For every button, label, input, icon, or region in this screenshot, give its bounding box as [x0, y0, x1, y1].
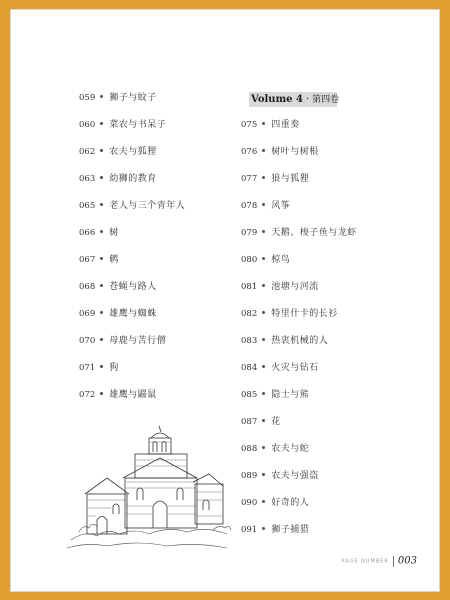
page-number-label: PAGE NUMBER	[341, 558, 389, 564]
toc-page-number: 062	[79, 147, 96, 157]
bullet-dot-icon	[100, 203, 103, 206]
toc-page-number: 085	[241, 390, 258, 400]
toc-entry[interactable]	[241, 146, 319, 158]
toc-entry[interactable]	[79, 281, 157, 293]
toc-page-number: 072	[79, 390, 96, 400]
toc-page-number: 081	[241, 282, 258, 292]
toc-title: 树叶与树根	[271, 147, 319, 157]
toc-title: 椋鸟	[271, 255, 291, 265]
page-number: 003	[397, 555, 417, 566]
bullet-dot-icon	[262, 446, 265, 449]
toc-title: 菜农与书呆子	[109, 120, 167, 130]
toc-title: 狗	[109, 363, 119, 373]
bullet-dot-icon	[262, 149, 265, 152]
bullet-dot-icon	[100, 392, 103, 395]
bullet-dot-icon	[262, 392, 265, 395]
toc-entry[interactable]	[241, 227, 357, 239]
toc-title: 鹌	[109, 255, 119, 265]
toc-title: 天鹅、梭子鱼与龙虾	[271, 228, 357, 238]
toc-entry[interactable]	[79, 254, 119, 266]
toc-title: 雄鹰与蜘蛛	[109, 309, 157, 319]
toc-page-number: 063	[79, 174, 96, 184]
toc-page-number: 059	[79, 93, 96, 103]
bullet-dot-icon	[262, 527, 265, 530]
toc-entry[interactable]	[241, 497, 309, 509]
toc-page-number: 077	[241, 174, 258, 184]
toc-entry[interactable]	[241, 200, 290, 212]
toc-page-number: 087	[241, 417, 258, 427]
toc-title: 狮子与蚊子	[109, 93, 157, 103]
bullet-dot-icon	[262, 203, 265, 206]
toc-page-number: 070	[79, 336, 96, 346]
toc-entry[interactable]	[79, 389, 157, 401]
toc-entry[interactable]	[79, 308, 157, 320]
bullet-dot-icon	[100, 122, 103, 125]
page-footer	[341, 555, 417, 568]
bullet-dot-icon	[100, 284, 103, 287]
volume-header	[249, 92, 340, 107]
toc-page-number: 076	[241, 147, 258, 157]
toc-entry[interactable]	[241, 362, 319, 374]
toc-title: 池塘与河流	[271, 282, 319, 292]
toc-entry[interactable]	[79, 92, 157, 104]
toc-page-number: 090	[241, 498, 258, 508]
bullet-dot-icon	[262, 473, 265, 476]
toc-entry[interactable]	[241, 281, 319, 293]
toc-title: 雄鹰与鼹鼠	[109, 390, 157, 400]
bullet-dot-icon	[100, 230, 103, 233]
toc-title: 花	[271, 417, 281, 427]
toc-title: 农夫与蛇	[271, 444, 310, 454]
bullet-dot-icon	[262, 311, 265, 314]
toc-page-number: 068	[79, 282, 96, 292]
toc-entry[interactable]	[241, 524, 309, 536]
toc-entry[interactable]	[241, 389, 309, 401]
bullet-dot-icon	[100, 365, 103, 368]
bullet-dot-icon	[262, 176, 265, 179]
toc-title: 狮子捕猎	[271, 525, 310, 535]
toc-entry[interactable]	[79, 119, 166, 131]
toc-page-number: 080	[241, 255, 258, 265]
toc-entry[interactable]	[241, 119, 300, 131]
toc-title: 农夫与狐狸	[109, 147, 157, 157]
bullet-dot-icon	[262, 284, 265, 287]
toc-title: 热衷机械的人	[271, 336, 329, 346]
footer-divider	[393, 556, 394, 567]
bullet-dot-icon	[100, 95, 103, 98]
toc-entry[interactable]	[79, 173, 157, 185]
toc-page-number: 075	[241, 120, 258, 130]
toc-title: 树	[109, 228, 119, 238]
toc-entry[interactable]	[241, 335, 328, 347]
toc-page-number: 088	[241, 444, 258, 454]
bullet-dot-icon	[262, 230, 265, 233]
bullet-dot-icon	[262, 500, 265, 503]
toc-title: 好奇的人	[271, 498, 310, 508]
toc-entry[interactable]	[79, 146, 157, 158]
toc-page-number: 084	[241, 363, 258, 373]
toc-title: 火灾与钻石	[271, 363, 319, 373]
book-page	[11, 10, 439, 591]
toc-title: 母鹿与苦行僧	[109, 336, 167, 346]
bullet-dot-icon	[262, 365, 265, 368]
volume-chinese: 第四卷	[312, 95, 340, 105]
volume-english: Volume 4	[251, 94, 303, 105]
toc-page-number: 069	[79, 309, 96, 319]
bullet-dot-icon	[262, 122, 265, 125]
bullet-dot-icon	[100, 311, 103, 314]
bullet-dot-icon	[262, 338, 265, 341]
volume-separator: ·	[305, 94, 310, 105]
toc-page-number: 071	[79, 363, 96, 373]
toc-page-number: 091	[241, 525, 258, 535]
toc-title: 幼狮的教育	[109, 174, 157, 184]
bullet-dot-icon	[100, 176, 103, 179]
toc-entry[interactable]	[79, 362, 119, 374]
toc-entry[interactable]	[79, 335, 166, 347]
toc-page-number: 078	[241, 201, 258, 211]
toc-page-number: 067	[79, 255, 96, 265]
toc-page-number: 060	[79, 120, 96, 130]
toc-page-number: 083	[241, 336, 258, 346]
toc-title: 老人与三个青年人	[109, 201, 186, 211]
bullet-dot-icon	[262, 419, 265, 422]
toc-page-number: 089	[241, 471, 258, 481]
toc-entry[interactable]	[241, 416, 281, 428]
toc-entry[interactable]	[241, 443, 309, 455]
toc-entry[interactable]	[79, 227, 119, 239]
bullet-dot-icon	[100, 257, 103, 260]
toc-page-number: 066	[79, 228, 96, 238]
bullet-dot-icon	[262, 257, 265, 260]
toc-title: 苍蝇与路人	[109, 282, 157, 292]
toc-entry[interactable]	[241, 254, 290, 266]
toc-title: 农夫与强盗	[271, 471, 319, 481]
toc-title: 特里什卡的长衫	[271, 309, 338, 319]
toc-page-number: 082	[241, 309, 258, 319]
toc-page-number: 065	[79, 201, 96, 211]
toc-title: 狼与狐狸	[271, 174, 310, 184]
toc-title: 风筝	[271, 201, 291, 211]
bullet-dot-icon	[100, 338, 103, 341]
toc-entry[interactable]	[241, 308, 338, 320]
church-illustration	[63, 420, 233, 555]
toc-entry[interactable]	[79, 200, 185, 212]
toc-page-number: 079	[241, 228, 258, 238]
toc-title: 四重奏	[271, 120, 300, 130]
bullet-dot-icon	[100, 149, 103, 152]
toc-entry[interactable]	[241, 173, 309, 185]
toc-title: 隐士与熊	[271, 390, 310, 400]
toc-entry[interactable]	[241, 470, 319, 482]
